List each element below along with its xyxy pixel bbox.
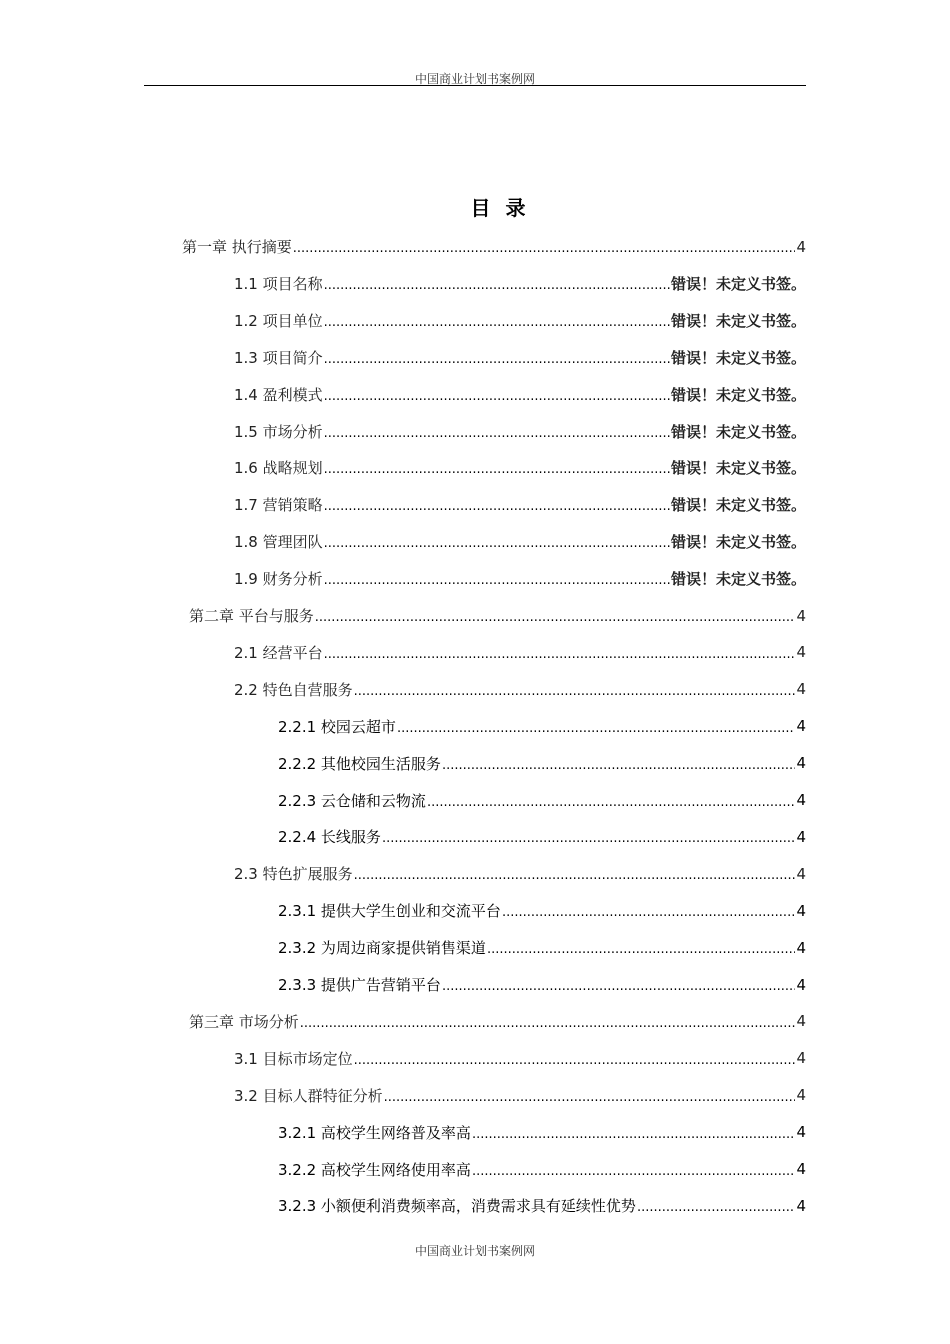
toc-leader-dots bbox=[382, 831, 796, 846]
toc-entry-label: 3.2.1 高校学生网络普及率高 bbox=[278, 1123, 471, 1142]
toc-leader-dots bbox=[324, 278, 670, 293]
toc-entry[interactable] bbox=[189, 1003, 806, 1040]
toc-leader-dots bbox=[324, 573, 670, 588]
toc-entry[interactable] bbox=[234, 523, 806, 560]
toc-entry-label: 第三章 市场分析 bbox=[189, 1012, 299, 1031]
toc-page-number: 4 bbox=[796, 975, 806, 994]
toc-page-number: 4 bbox=[796, 1196, 806, 1215]
toc-entry-label: 3.2.2 高校学生网络使用率高 bbox=[278, 1160, 471, 1179]
toc-entry-label: 2.3.1 提供大学生创业和交流平台 bbox=[278, 902, 501, 921]
toc-page-number: 4 bbox=[796, 938, 806, 957]
toc-leader-dots bbox=[384, 1090, 796, 1105]
toc-leader-dots bbox=[354, 684, 796, 699]
toc-entry-label: 2.3 特色扩展服务 bbox=[234, 865, 353, 884]
toc-leader-dots bbox=[502, 905, 796, 920]
toc-entry[interactable] bbox=[189, 597, 806, 634]
toc-entry[interactable] bbox=[278, 892, 806, 929]
toc-leader-dots bbox=[324, 499, 670, 514]
toc-page-number: 4 bbox=[796, 864, 806, 883]
toc-bookmark-error: 错误！未定义书签。 bbox=[670, 385, 806, 404]
toc-leader-dots bbox=[472, 1164, 796, 1179]
toc-entry-label: 2.2.2 其他校园生活服务 bbox=[278, 754, 441, 773]
toc-page-number: 4 bbox=[796, 1123, 806, 1142]
toc-entry[interactable] bbox=[234, 339, 806, 376]
toc-entry-label: 2.2.1 校园云超市 bbox=[278, 717, 396, 736]
toc-entry[interactable] bbox=[278, 782, 806, 819]
toc-page-number: 4 bbox=[796, 754, 806, 773]
toc-leader-dots bbox=[324, 389, 670, 404]
toc-entry[interactable] bbox=[278, 1187, 806, 1224]
toc-entry-label: 第二章 平台与服务 bbox=[189, 607, 314, 625]
toc-entry[interactable] bbox=[234, 1077, 806, 1114]
toc-page-number: 4 bbox=[796, 827, 806, 846]
toc-entry[interactable] bbox=[234, 449, 806, 486]
toc-leader-dots bbox=[315, 610, 796, 625]
toc-bookmark-error: 错误！未定义书签。 bbox=[670, 570, 806, 589]
toc-entry-label: 3.2 目标人群特征分析 bbox=[234, 1086, 383, 1105]
toc-entry-label: 3.1 目标市场定位 bbox=[234, 1049, 353, 1068]
toc-page-number: 4 bbox=[796, 1012, 806, 1031]
toc-entry[interactable] bbox=[278, 1151, 806, 1188]
toc-leader-dots bbox=[472, 1127, 796, 1142]
page-header: 中国商业计划书案例网 bbox=[414, 72, 535, 86]
toc-leader-dots bbox=[324, 315, 670, 330]
toc-entry[interactable] bbox=[278, 966, 806, 1003]
page-footer: 中国商业计划书案例网 bbox=[414, 1244, 535, 1258]
toc-bookmark-error: 错误！未定义书签。 bbox=[670, 274, 806, 293]
toc-entry-label: 2.1 经营平台 bbox=[234, 643, 323, 662]
toc-entry-label: 3.2.3 小额便利消费频率高，消费需求具有延续性优势 bbox=[278, 1197, 636, 1216]
toc-entry[interactable] bbox=[278, 818, 806, 855]
toc-entry[interactable] bbox=[278, 929, 806, 966]
toc-leader-dots bbox=[397, 721, 796, 736]
toc-entry[interactable] bbox=[234, 671, 806, 708]
toc-page-number: 4 bbox=[796, 901, 806, 920]
toc-bookmark-error: 错误！未定义书签。 bbox=[670, 496, 806, 515]
toc-entry[interactable] bbox=[234, 634, 806, 671]
toc-entry-label: 2.3.3 提供广告营销平台 bbox=[278, 976, 441, 994]
toc-entry[interactable] bbox=[278, 745, 806, 782]
toc-leader-dots bbox=[442, 979, 796, 994]
toc-entry[interactable] bbox=[234, 265, 806, 302]
toc-leader-dots bbox=[487, 942, 796, 957]
toc-leader-dots bbox=[324, 536, 670, 551]
toc-page-number: 4 bbox=[796, 680, 806, 699]
toc-leader-dots bbox=[300, 1016, 796, 1031]
toc-entry-label: 1.5 市场分析 bbox=[234, 422, 323, 441]
toc-leader-dots bbox=[354, 1053, 796, 1068]
toc-entry[interactable] bbox=[234, 376, 806, 413]
toc-bookmark-error: 错误！未定义书签。 bbox=[670, 459, 806, 478]
toc-bookmark-error: 错误！未定义书签。 bbox=[670, 422, 806, 441]
toc-entry-label: 2.2.3 云仓储和云物流 bbox=[278, 791, 426, 810]
toc-entry-label: 第一章 执行摘要 bbox=[182, 238, 292, 256]
toc-entry[interactable] bbox=[182, 228, 806, 265]
toc-leader-dots bbox=[354, 868, 796, 883]
toc-entry-label: 1.3 项目简介 bbox=[234, 348, 323, 367]
toc-entry-label: 2.2 特色自营服务 bbox=[234, 680, 353, 699]
toc-leader-dots bbox=[637, 1200, 796, 1215]
toc-entry-label: 1.1 项目名称 bbox=[234, 274, 323, 293]
toc-leader-dots bbox=[324, 462, 670, 477]
toc-leader-dots bbox=[324, 352, 670, 367]
toc-entry[interactable] bbox=[278, 708, 806, 745]
toc-entry-label: 1.9 财务分析 bbox=[234, 570, 323, 589]
header-divider bbox=[144, 85, 806, 86]
toc-entry[interactable] bbox=[234, 1040, 806, 1077]
toc-leader-dots bbox=[442, 758, 796, 773]
toc-entry-label: 1.7 营销策略 bbox=[234, 496, 323, 515]
toc-entry-label: 1.2 项目单位 bbox=[234, 311, 323, 330]
toc-entry[interactable] bbox=[278, 1114, 806, 1151]
toc-entry-label: 1.4 盈利模式 bbox=[234, 385, 323, 404]
toc-entry[interactable] bbox=[234, 486, 806, 523]
toc-page-number: 4 bbox=[796, 1049, 806, 1068]
toc-entry[interactable] bbox=[234, 413, 806, 450]
toc-entry[interactable] bbox=[234, 302, 806, 339]
toc-page-number: 4 bbox=[796, 237, 806, 256]
toc-leader-dots bbox=[427, 795, 796, 810]
toc-entry-label: 2.3.2 为周边商家提供销售渠道 bbox=[278, 939, 486, 958]
toc-entry[interactable] bbox=[234, 560, 806, 597]
toc-page-number: 4 bbox=[796, 791, 806, 809]
toc-page-number: 4 bbox=[796, 717, 806, 736]
toc-entry-label: 2.2.4 长线服务 bbox=[278, 828, 381, 847]
toc-bookmark-error: 错误！未定义书签。 bbox=[670, 311, 806, 330]
toc-entry-label: 1.8 管理团队 bbox=[234, 533, 323, 552]
toc-leader-dots bbox=[324, 426, 670, 441]
toc-entry-label: 1.6 战略规划 bbox=[234, 459, 323, 478]
toc-page-number: 4 bbox=[796, 1160, 806, 1178]
toc-entry[interactable] bbox=[234, 855, 806, 892]
toc-leader-dots bbox=[324, 647, 796, 662]
toc-bookmark-error: 错误！未定义书签。 bbox=[670, 348, 806, 367]
toc-title: 目 录 bbox=[470, 196, 530, 220]
toc-page-number: 4 bbox=[796, 606, 806, 625]
toc-page-number: 4 bbox=[796, 1086, 806, 1105]
toc-page-number: 4 bbox=[796, 643, 806, 662]
toc-leader-dots bbox=[293, 241, 796, 256]
toc-bookmark-error: 错误！未定义书签。 bbox=[670, 533, 806, 552]
